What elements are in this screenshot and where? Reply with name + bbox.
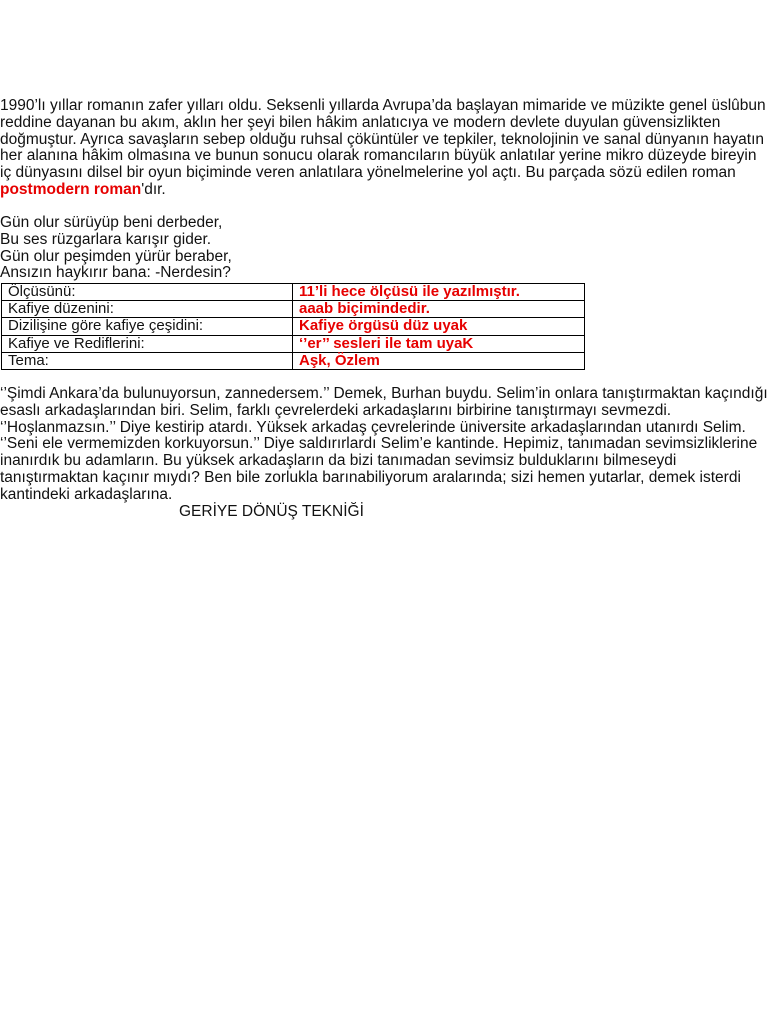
table-row bbox=[2, 352, 585, 369]
table-answer-cell: aaab biçimindedir. bbox=[293, 301, 585, 318]
poem-line: Bu ses rüzgarlara karışır gider. bbox=[0, 230, 212, 248]
poem-analysis-table bbox=[1, 283, 585, 370]
intro-paragraph-text: 1990’lı yıllar romanın zafer yılları oldu. Seksenli yıllarda Avrupa’da başlayan mimaride ve müzikte genel üslûbun reddine dayanan bu akım, aklın her şeyi bilen hâkim anlatıcıya ve modern devlete duyulan güvensizlikten doğmuştur. Ayrıca savaşların sebep olduğu ruhsal çöküntüler ve tepkiler, teknolojinin ve sanal dünyanın hayatın her alanına hâkim olmasına ve bunun sonucu olarak romancıların büyük anlatılar yerine mikro düzeyde bireyin iç dünyasını dilsel bir oyun biçiminde veren anlatılara yönelmelerine yol açtı. Bu parçada sözü edilen roman bbox=[0, 97, 766, 182]
intro-paragraph-suffix: 'dır. bbox=[141, 180, 166, 198]
novel-excerpt-paragraph: ‘’Şimdi Ankara’da bulunuyorsun, zannedersem.’’ Demek, Burhan buydu. Selim’in onlara tanıştırmaktan kaçındığı esaslı arkadaşlarından biri. Selim, farklı çevrelerdeki arkadaşlarını birbirine tanıştırmayı sevmezdi. ‘’Hoşlanmazsın.’’ Diye kestirip atardı. Yüksek arkadaş çevrelerinde üniversite arkadaşlarından utanırdı Selim. ‘’Seni ele vermemizden korkuyorsun.’’ Diye saldırırlardı Selim’e kantinde. Hepimiz, tanımadan sevimsizliklerine inanırdık bu adamların. Bu yüksek arkadaşların da bizi tanımadan sevimsiz bulduklarını bilmeseydi tanıştırmaktan kaçınır mıydı? Ben bile zorlukla barınabiliyorum aralarında; sizi hemen yutarlar, demek isterdi kantindeki arkadaşlarına. bbox=[0, 385, 768, 503]
table-row bbox=[2, 335, 585, 352]
table-row bbox=[2, 318, 585, 335]
table-label-cell: Kafiye düzenini: bbox=[2, 301, 293, 318]
table-label-cell: Dizilişine göre kafiye çeşidini: bbox=[2, 318, 293, 335]
table-answer-cell: Kafiye örgüsü düz uyak bbox=[293, 318, 585, 335]
intro-paragraph bbox=[0, 98, 768, 199]
table-row bbox=[2, 284, 585, 301]
table-answer-cell: 11’li hece ölçüsü ile yazılmıştır. bbox=[293, 284, 585, 301]
table-row bbox=[2, 301, 585, 318]
table-label-cell: Kafiye ve Rediflerini: bbox=[2, 335, 293, 352]
table-label-cell: Ölçüsünü: bbox=[2, 284, 293, 301]
poem-line: Gün olur peşimden yürür beraber, bbox=[0, 247, 232, 265]
technique-caption: GERİYE DÖNÜŞ TEKNİĞİ bbox=[179, 503, 364, 520]
poem-line: Ansızın haykırır bana: -Nerdesin? bbox=[0, 264, 231, 282]
table-answer-cell: ‘’er’’ sesleri ile tam uyaK bbox=[293, 335, 585, 352]
table-answer-cell: Aşk, Özlem bbox=[293, 352, 585, 369]
table-label-cell: Tema: bbox=[2, 352, 293, 369]
poem-stanza bbox=[0, 215, 768, 282]
poem-line: Gün olur sürüyüp beni derbeder, bbox=[0, 214, 223, 231]
intro-answer: postmodern roman bbox=[0, 180, 142, 198]
